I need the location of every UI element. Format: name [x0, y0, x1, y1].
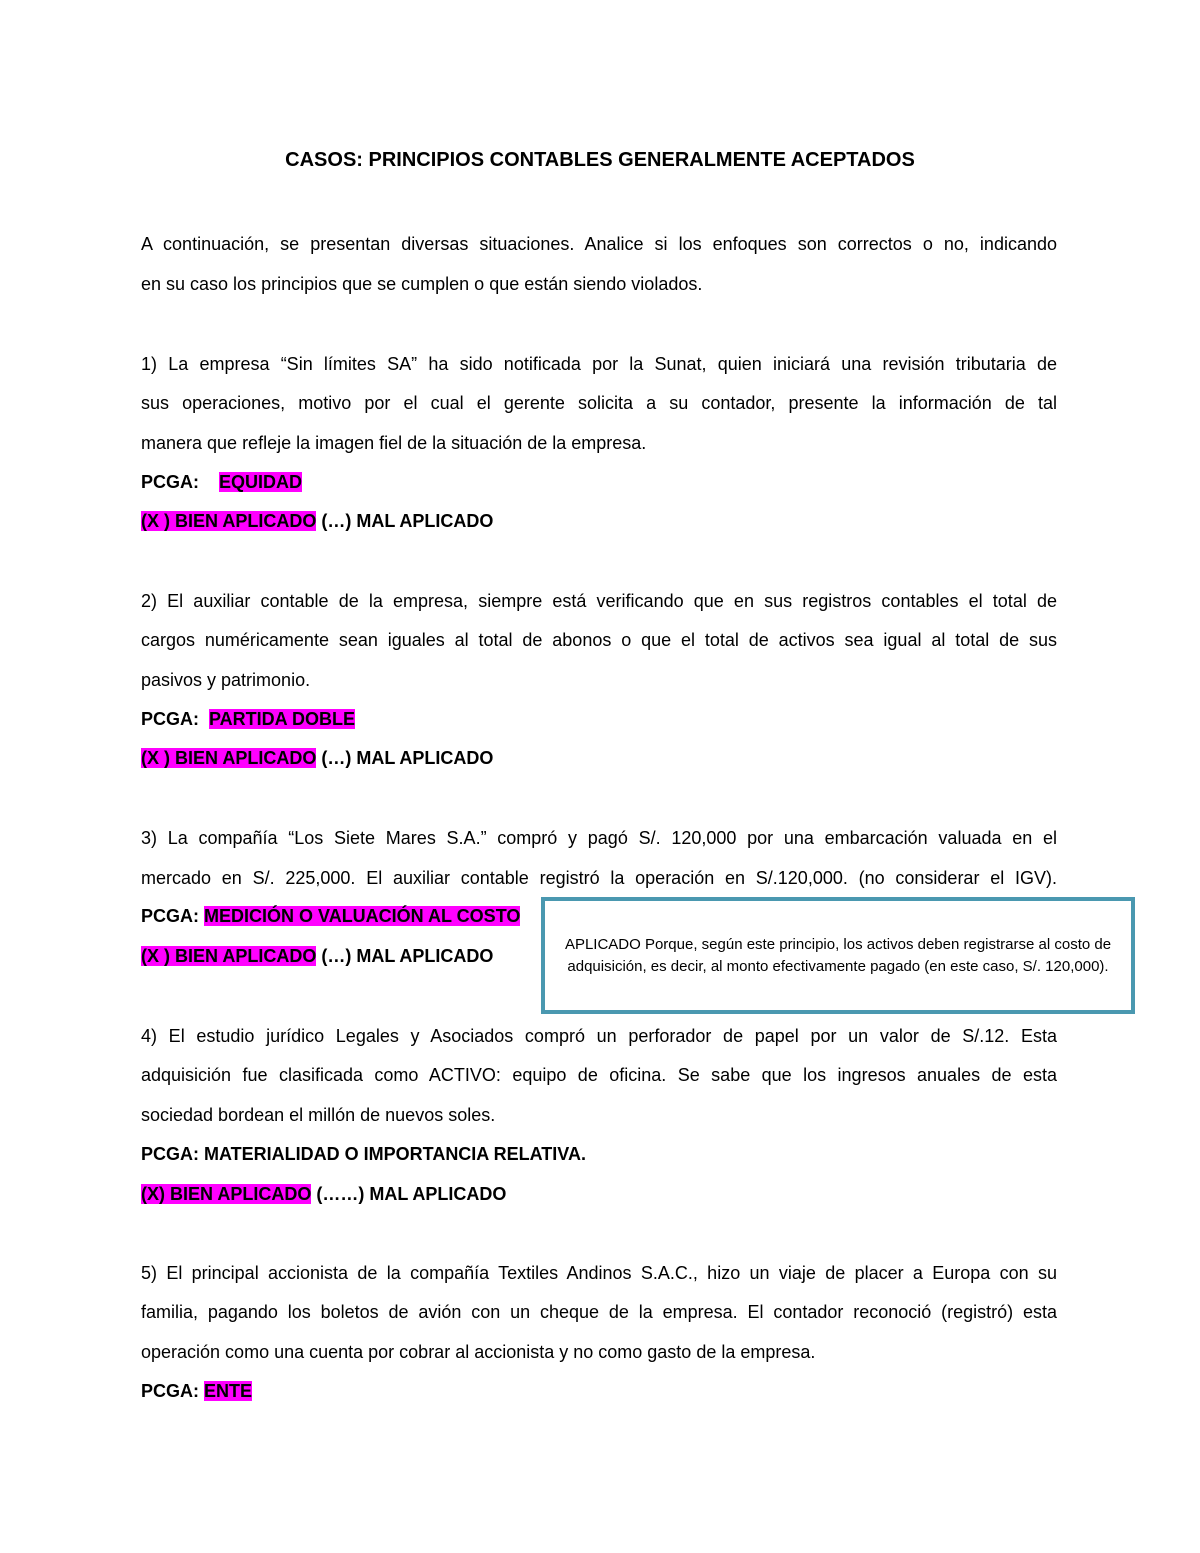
mal-aplicado: (……) MAL APLICADO: [316, 1184, 507, 1204]
intro-line-2: en su caso los principios que se cumplen o que están siendo violados.: [141, 274, 703, 294]
case1-line-2: sus operaciones, motivo por el cual el gerente solicita a su contador, presente la información de tal: [141, 393, 1057, 413]
case2-line-2: cargos numéricamente sean iguales al total de abonos o que el total de activos sea igual al total de sus: [141, 630, 1057, 650]
case5-line-2: familia, pagando los boletos de avión con un cheque de la empresa. El contador reconoció (registró) esta: [141, 1302, 1057, 1322]
pcga-label: PCGA:: [141, 906, 199, 926]
case5-line-1: 5) El principal accionista de la compañía Textiles Andinos S.A.C., hizo un viaje de placer a Europa con su: [141, 1263, 1057, 1283]
case4-line-3: sociedad bordean el millón de nuevos soles.: [141, 1105, 496, 1125]
case4-pcga: PCGA: MATERIALIDAD O IMPORTANCIA RELATIVA.: [141, 1144, 586, 1164]
case5-line-3: operación como una cuenta por cobrar al accionista y no como gasto de la empresa.: [141, 1342, 816, 1362]
bien-aplicado: (X ) BIEN APLICADO: [141, 511, 317, 531]
pcga-value: MEDICIÓN O VALUACIÓN AL COSTO: [204, 906, 521, 926]
case5-pcga: [141, 1378, 1057, 1404]
pcga-value: EQUIDAD: [219, 472, 303, 492]
case1-pcga: [141, 469, 1057, 495]
case2-result: [141, 745, 1057, 771]
mal-aplicado: (…) MAL APLICADO: [321, 511, 494, 531]
case2-line-3: pasivos y patrimonio.: [141, 670, 311, 690]
page-title: CASOS: PRINCIPIOS CONTABLES GENERALMENTE ACEPTADOS: [285, 149, 915, 171]
case2-line-1: 2) El auxiliar contable de la empresa, siempre está verificando que en sus registros contables el total de: [141, 591, 1057, 611]
pcga-value: PARTIDA DOBLE: [209, 709, 356, 729]
case3-line-1: 3) La compañía “Los Siete Mares S.A.” compró y pagó S/. 120,000 por una embarcación valuada en el: [141, 828, 1057, 848]
comment-box: [541, 897, 1135, 1014]
intro-line-1: A continuación, se presentan diversas situaciones. Analice si los enfoques son correctos o no, indicando: [141, 234, 1057, 254]
pcga-label: PCGA:: [141, 709, 199, 729]
comment-text: APLICADO Porque, según este principio, los activos deben registrarse al costo de adquisición, es decir, al monto efectivamente pagado (en este caso, S/. 120,000).: [564, 935, 1112, 975]
case3-line-2: mercado en S/. 225,000. El auxiliar contable registró la operación en S/.120,000. (no considerar el IGV).: [141, 868, 1057, 888]
bien-aplicado: (X ) BIEN APLICADO: [141, 946, 317, 966]
case4-line-2: adquisición fue clasificada como ACTIVO: equipo de oficina. Se sabe que los ingresos anuales de esta: [141, 1065, 1057, 1085]
bien-aplicado: (X ) BIEN APLICADO: [141, 748, 317, 768]
pcga-value: ENTE: [204, 1381, 253, 1401]
pcga-label: PCGA:: [141, 472, 199, 492]
case4-line-1: 4) El estudio jurídico Legales y Asociados compró un perforador de papel por un valor de S/.12. Esta: [141, 1026, 1057, 1046]
bien-aplicado: (X) BIEN APLICADO: [141, 1184, 312, 1204]
pcga-label: PCGA:: [141, 1381, 199, 1401]
case1-line-3: manera que refleje la imagen fiel de la situación de la empresa.: [141, 433, 647, 453]
mal-aplicado: (…) MAL APLICADO: [321, 748, 494, 768]
case1-result: [141, 508, 1057, 534]
mal-aplicado: (…) MAL APLICADO: [321, 946, 494, 966]
case2-pcga: [141, 706, 1057, 732]
case1-line-1: 1) La empresa “Sin límites SA” ha sido notificada por la Sunat, quien iniciará una revisión tributaria de: [141, 354, 1057, 374]
case4-result: [141, 1181, 1057, 1207]
